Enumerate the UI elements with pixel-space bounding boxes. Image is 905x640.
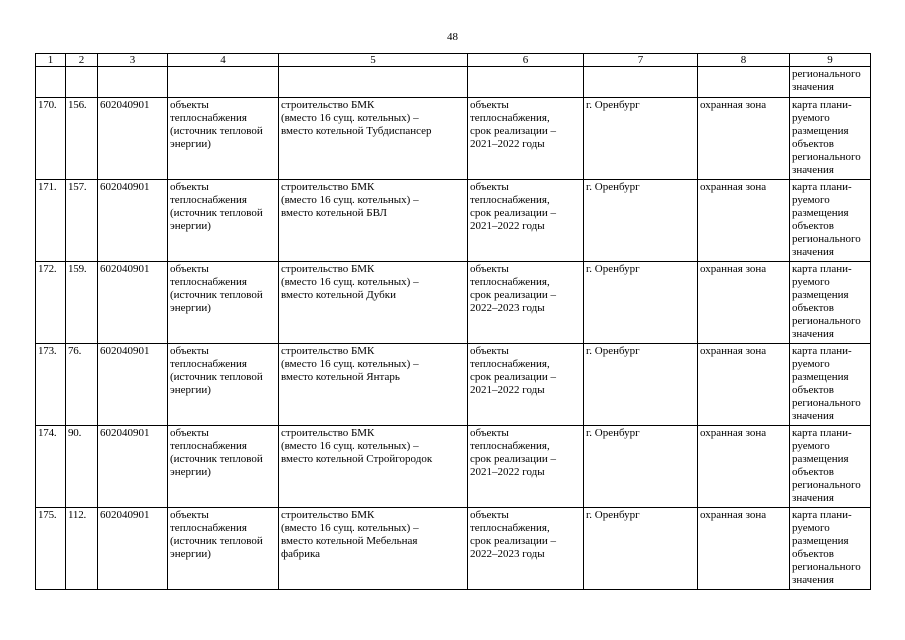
cell-number: 175. [36, 508, 66, 590]
cell-description: строительство БМК (вместо 16 сущ. котельных) – вместо котельной Стройгородок [279, 426, 468, 508]
cell-zone: охранная зона [698, 98, 790, 180]
cell-purpose: объекты теплоснабжения, срок реализации – 2022–2023 годы [468, 508, 584, 590]
cell-number: 170. [36, 98, 66, 180]
cell-purpose: объекты теплоснабжения, срок реализации – 2021–2022 годы [468, 426, 584, 508]
cell-sub-number: 159. [66, 262, 98, 344]
table-row [36, 344, 871, 426]
cell-sub-number: 112. [66, 508, 98, 590]
cell-number: 172. [36, 262, 66, 344]
cell-number: 171. [36, 180, 66, 262]
header-cell-basis: 9 [790, 54, 871, 67]
cell-purpose: объекты теплоснабжения, срок реализации – 2021–2022 годы [468, 344, 584, 426]
cell-sub-number: 76. [66, 344, 98, 426]
cell-location [584, 67, 698, 98]
cell-location: г. Оренбург [584, 262, 698, 344]
cell-code: 602040901 [98, 344, 168, 426]
cell-object: объекты теплоснабжения (источник тепловой энергии) [168, 344, 279, 426]
cell-zone: охранная зона [698, 426, 790, 508]
cell-code: 602040901 [98, 98, 168, 180]
table-row [36, 426, 871, 508]
cell-purpose: объекты теплоснабжения, срок реализации – 2022–2023 годы [468, 262, 584, 344]
cell-description: строительство БМК (вместо 16 сущ. котельных) – вместо котельной Янтарь [279, 344, 468, 426]
cell-description: строительство БМК (вместо 16 сущ. котельных) – вместо котельной Тубдиспансер [279, 98, 468, 180]
header-cell-number: 1 [36, 54, 66, 67]
cell-location: г. Оренбург [584, 426, 698, 508]
cell-zone: охранная зона [698, 344, 790, 426]
cell-location: г. Оренбург [584, 344, 698, 426]
cell-purpose: объекты теплоснабжения, срок реализации – 2021–2022 годы [468, 98, 584, 180]
cell-basis: карта плани- руемого размещения объектов регионального значения [790, 180, 871, 262]
column-number-header-row [36, 54, 871, 67]
cell-zone [698, 67, 790, 98]
cell-location: г. Оренбург [584, 508, 698, 590]
header-cell-code: 3 [98, 54, 168, 67]
cell-number [36, 67, 66, 98]
cell-sub-number: 156. [66, 98, 98, 180]
cell-description [279, 67, 468, 98]
cell-description: строительство БМК (вместо 16 сущ. котельных) – вместо котельной Мебельная фабрика [279, 508, 468, 590]
cell-code: 602040901 [98, 426, 168, 508]
header-cell-zone: 8 [698, 54, 790, 67]
cell-object: объекты теплоснабжения (источник тепловой энергии) [168, 508, 279, 590]
table-row [36, 98, 871, 180]
cell-object: объекты теплоснабжения (источник тепловой энергии) [168, 262, 279, 344]
cell-number: 174. [36, 426, 66, 508]
cell-description: строительство БМК (вместо 16 сущ. котельных) – вместо котельной БВЛ [279, 180, 468, 262]
cell-basis: карта плани- руемого размещения объектов регионального значения [790, 508, 871, 590]
cell-object: объекты теплоснабжения (источник тепловой энергии) [168, 426, 279, 508]
table-row [36, 508, 871, 590]
cell-sub-number [66, 67, 98, 98]
cell-object: объекты теплоснабжения (источник тепловой энергии) [168, 98, 279, 180]
cell-basis: карта плани- руемого размещения объектов регионального значения [790, 98, 871, 180]
cell-basis: карта плани- руемого размещения объектов регионального значения [790, 344, 871, 426]
cell-basis: карта плани- руемого размещения объектов регионального значения [790, 262, 871, 344]
cell-object: объекты теплоснабжения (источник тепловой энергии) [168, 180, 279, 262]
cell-code: 602040901 [98, 180, 168, 262]
cell-number: 173. [36, 344, 66, 426]
header-cell-location: 7 [584, 54, 698, 67]
header-cell-sub-number: 2 [66, 54, 98, 67]
header-cell-purpose: 6 [468, 54, 584, 67]
cell-description: строительство БМК (вместо 16 сущ. котельных) – вместо котельной Дубки [279, 262, 468, 344]
cell-code: 602040901 [98, 508, 168, 590]
cell-sub-number: 157. [66, 180, 98, 262]
table-row [36, 262, 871, 344]
cell-location: г. Оренбург [584, 180, 698, 262]
cell-purpose: объекты теплоснабжения, срок реализации – 2021–2022 годы [468, 180, 584, 262]
cell-basis: регионального значения [790, 67, 871, 98]
cell-zone: охранная зона [698, 180, 790, 262]
cell-sub-number: 90. [66, 426, 98, 508]
table-row [36, 180, 871, 262]
cell-object [168, 67, 279, 98]
cell-purpose [468, 67, 584, 98]
continuation-row [36, 67, 871, 98]
header-cell-object: 4 [168, 54, 279, 67]
cell-zone: охранная зона [698, 262, 790, 344]
document-table [35, 53, 871, 590]
header-cell-description: 5 [279, 54, 468, 67]
table-body [36, 54, 871, 590]
cell-code [98, 67, 168, 98]
cell-code: 602040901 [98, 262, 168, 344]
cell-zone: охранная зона [698, 508, 790, 590]
cell-location: г. Оренбург [584, 98, 698, 180]
page-number: 48 [447, 31, 458, 43]
cell-basis: карта плани- руемого размещения объектов регионального значения [790, 426, 871, 508]
